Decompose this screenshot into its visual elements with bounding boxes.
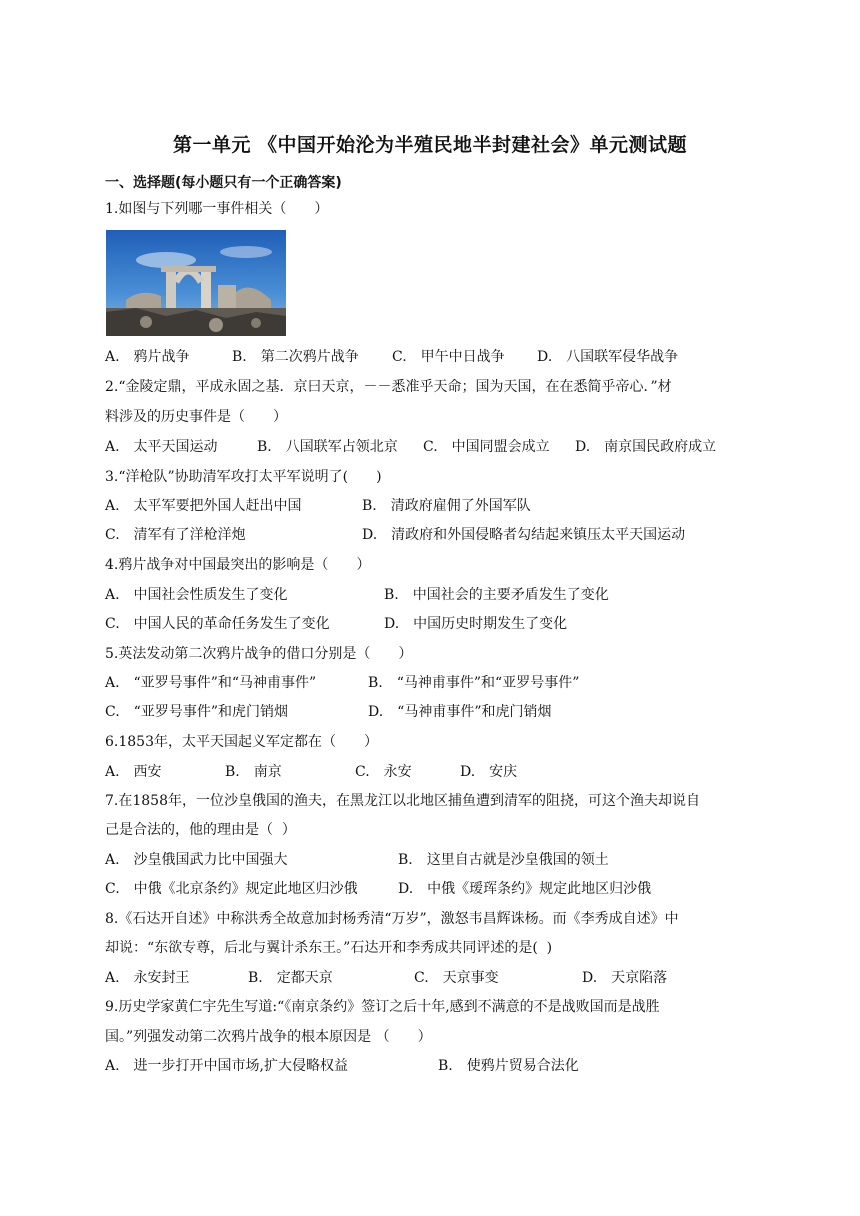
page-title: 第一单元 《中国开始沦为半殖民地半封建社会》单元测试题 xyxy=(172,134,688,156)
q1-option-c[interactable]: C. 甲午中日战争 xyxy=(392,349,505,365)
q5-option-b[interactable]: B. “马神甫事件”和“亚罗号事件” xyxy=(368,675,580,691)
q8-option-b[interactable]: B. 定都天京 xyxy=(248,970,333,986)
q8-option-d[interactable]: D. 天京陷落 xyxy=(582,970,668,986)
question-4-stem: 4.鸦片战争对中国最突出的影响是（ ） xyxy=(105,557,371,573)
q3-option-c[interactable]: C. 清军有了洋枪洋炮 xyxy=(105,527,246,543)
q5-option-a[interactable]: A. “亚罗号事件”和“马神甫事件” xyxy=(105,675,317,691)
q7-option-d[interactable]: D. 中俄《瑷珲条约》规定此地区归沙俄 xyxy=(398,881,652,897)
question-2-stem-line-2: 料涉及的历史事件是（ ） xyxy=(105,409,287,425)
q8-option-c[interactable]: C. 天京事变 xyxy=(414,970,499,986)
question-7-stem-line-2: 己是合法的，他的理由是（ ） xyxy=(105,822,296,838)
q2-option-b[interactable]: B. 八国联军占领北京 xyxy=(257,439,398,455)
question-8-stem-line-1: 8.《石达开自述》中称洪秀全故意加封杨秀清“万岁”，激怒韦昌辉诛杨。而《李秀成自述》中 xyxy=(105,911,679,927)
question-6-stem: 6.1853年，太平天国起义军定都在（ ） xyxy=(105,734,378,750)
q5-option-d[interactable]: D. “马神甫事件”和虎门销烟 xyxy=(368,704,552,720)
q7-option-b[interactable]: B. 这里自古就是沙皇俄国的领土 xyxy=(398,852,609,868)
q4-option-c[interactable]: C. 中国人民的革命任务发生了变化 xyxy=(105,616,330,632)
q2-option-a[interactable]: A. 太平天国运动 xyxy=(105,439,218,455)
q3-option-a[interactable]: A. 太平军要把外国人赶出中国 xyxy=(105,498,302,514)
q9-option-a[interactable]: A. 进一步打开中国市场,扩大侵略权益 xyxy=(105,1058,349,1074)
section-heading: 一、选择题(每小题只有一个正确答案) xyxy=(105,175,342,191)
q5-option-c[interactable]: C. “亚罗号事件”和虎门销烟 xyxy=(105,704,288,720)
q2-option-c[interactable]: C. 中国同盟会成立 xyxy=(423,439,550,455)
q2-option-d[interactable]: D. 南京国民政府成立 xyxy=(575,439,717,455)
question-7-stem-line-1: 7.在1858年，一位沙皇俄国的渔夫，在黑龙江以北地区捕鱼遭到清军的阻挠，可这个渔夫却说自 xyxy=(105,793,700,809)
q7-option-c[interactable]: C. 中俄《北京条约》规定此地区归沙俄 xyxy=(105,881,358,897)
q8-option-a[interactable]: A. 永安封王 xyxy=(105,970,190,986)
q3-option-d[interactable]: D. 清政府和外国侵略者勾结起来镇压太平天国运动 xyxy=(362,527,686,543)
question-1-stem: 1.如图与下列哪一事件相关（ ） xyxy=(105,201,329,217)
question-5-stem: 5.英法发动第二次鸦片战争的借口分别是（ ） xyxy=(105,646,413,662)
q7-option-a[interactable]: A. 沙皇俄国武力比中国强大 xyxy=(105,852,288,868)
yuanmingyuan-ruins-photo-icon xyxy=(106,230,286,336)
q6-option-d[interactable]: D. 安庆 xyxy=(460,764,518,780)
q6-option-c[interactable]: C. 永安 xyxy=(355,764,412,780)
question-9-stem-line-2: 国。”列强发动第二次鸦片战争的根本原因是 （ ） xyxy=(105,1029,432,1045)
q1-option-b[interactable]: B. 第二次鸦片战争 xyxy=(232,349,359,365)
q4-option-d[interactable]: D. 中国历史时期发生了变化 xyxy=(384,616,568,632)
q6-option-a[interactable]: A. 西安 xyxy=(105,764,162,780)
q4-option-b[interactable]: B. 中国社会的主要矛盾发生了变化 xyxy=(384,587,609,603)
q1-option-a[interactable]: A. 鸦片战争 xyxy=(105,349,190,365)
q1-option-d[interactable]: D. 八国联军侵华战争 xyxy=(537,349,679,365)
q6-option-b[interactable]: B. 南京 xyxy=(225,764,282,780)
question-3-stem: 3.“洋枪队”协助清军攻打太平军说明了( ) xyxy=(105,469,382,485)
question-2-stem-line-1: 2.“金陵定鼎，平成永固之基．京曰天京，－－悉准乎天命；国为天国，在在悉简乎帝心．”材 xyxy=(105,379,672,395)
question-9-stem-line-1: 9.历史学家黄仁宇先生写道:“《南京条约》签订之后十年,感到不满意的不是战败国而是战胜 xyxy=(105,999,660,1015)
q4-option-a[interactable]: A. 中国社会性质发生了变化 xyxy=(105,587,288,603)
question-8-stem-line-2: 却说：“东欲专尊，后北与翼计杀东王。”石达开和李秀成共同评述的是( ) xyxy=(105,940,553,956)
q3-option-b[interactable]: B. 清政府雇佣了外国军队 xyxy=(362,498,531,514)
q9-option-b[interactable]: B. 使鸦片贸易合法化 xyxy=(438,1058,579,1074)
